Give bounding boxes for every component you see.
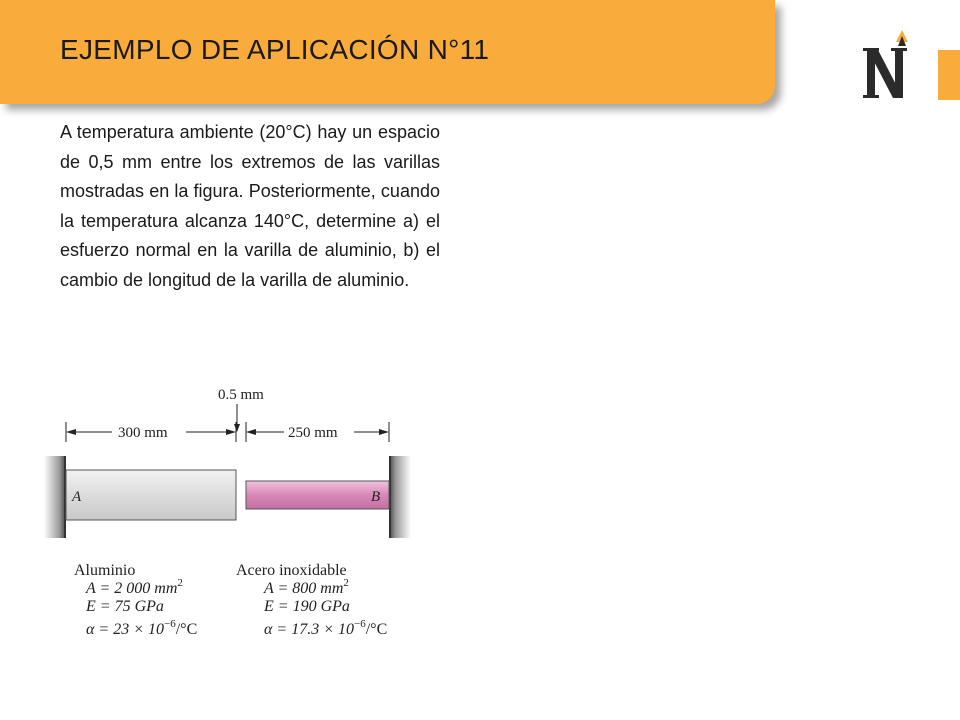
material-b-area: A = 800 $mm^2$ [264, 577, 349, 597]
material-b-modulus: E = 190 GPa [264, 598, 350, 615]
rod-b-label: B [371, 489, 381, 505]
title-banner [0, 0, 775, 104]
material-b-name: Acero inoxidable [236, 562, 347, 579]
rod-a [66, 470, 236, 520]
right-wall [389, 456, 411, 538]
dim-a-label: 300 mm [118, 425, 168, 441]
slide-title: EJEMPLO DE APLICACIÓN N°11 [60, 34, 490, 65]
material-a-modulus: E = 75 GPa [86, 598, 164, 615]
gap-label: 0.5 mm [218, 387, 264, 403]
problem-statement: A temperatura ambiente (20°C) hay un espacio de 0,5 mm entre los extremos de las varillas mostradas en la figura. Posteriormente, cuando la temperatura alcanza 140°C, determine a) el esfuerzo normal en la varilla de aluminio, b) el cambio de longitud de la varilla de aluminio. [60, 122, 440, 290]
rods-figure [44, 382, 430, 644]
material-a-name: Aluminio [74, 562, 136, 579]
rod-a-label: A [72, 489, 82, 505]
dim-b-label: 250 mm [288, 425, 338, 441]
university-n-logo-icon [862, 28, 912, 102]
left-wall [44, 456, 66, 538]
material-a-area: A = 2 000 $mm^2$ [86, 577, 183, 597]
material-a-alpha: $\alpha = 23 \times 10^{-6}/^\circ C$ [86, 618, 198, 638]
corner-accent-bar [938, 50, 960, 100]
rod-b [246, 481, 389, 509]
material-b-alpha: $\alpha = 17.3 \times 10^{-6}/^\circ C$ [264, 618, 388, 638]
